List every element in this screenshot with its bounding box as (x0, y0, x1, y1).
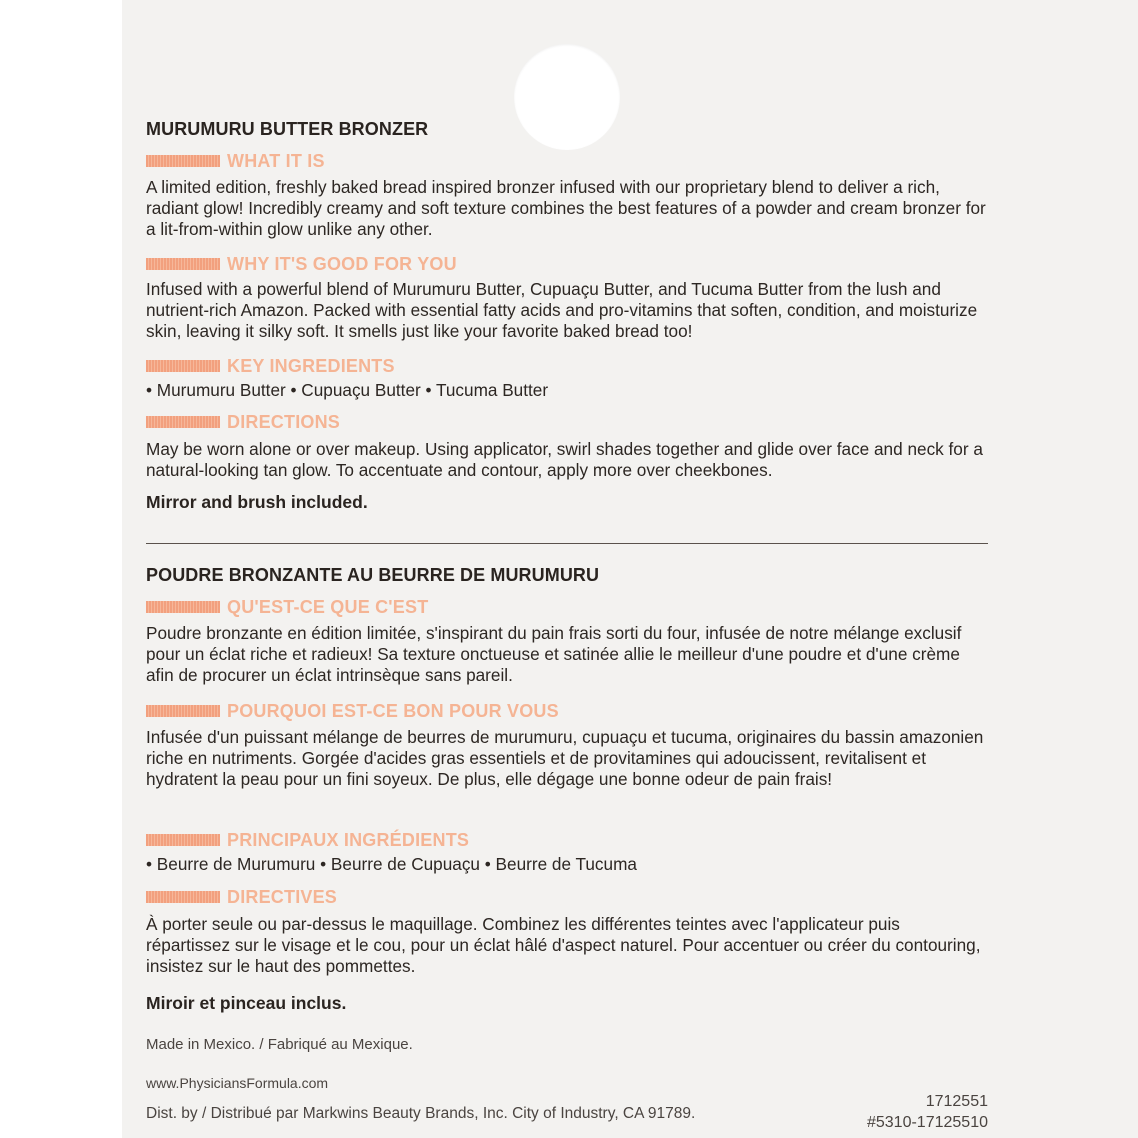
product-codes (867, 1091, 988, 1133)
hang-hole (514, 44, 620, 150)
heading-accent-bar (146, 360, 220, 372)
english-why-good-heading (146, 253, 457, 275)
english-title: MURUMURU BUTTER BRONZER (146, 119, 429, 139)
english-key-ingredients-text: • Murumuru Butter • Cupuaçu Butter • Tucuma Butter (146, 380, 549, 400)
english-included-note: Mirror and brush included. (146, 492, 368, 512)
heading-label: DIRECTIVES (227, 886, 338, 907)
heading-accent-bar (146, 891, 220, 903)
heading-accent-bar (146, 601, 220, 613)
french-key-ingredients-text: • Beurre de Murumuru • Beurre de Cupuaçu • Beurre de Tucuma (146, 854, 637, 874)
french-why-good-text: Infusée d'un puissant mélange de beurres de murumuru, cupuaçu et tucuma, originaires du bassin amazonien riche en nutriments. Gorgée d'acides gras essentiels et de provitamines qui adoucissent, revitalisent et hydratent la peau pour un fini soyeux. De plus, elle dégage une bonne odeur de pain frais! (146, 727, 984, 789)
website-link[interactable]: www.PhysiciansFormula.com (146, 1075, 329, 1091)
section-divider (146, 543, 988, 544)
heading-accent-bar (146, 834, 220, 846)
english-why-good-text: Infused with a powerful blend of Murumuru Butter, Cupuaçu Butter, and Tucuma Butter from the lush and nutrient-rich Amazon. Packed with essential fatty acids and pro-vitamins that soften, condition, and moisturize skin, leaving it silky soft. It smells just like your favorite baked bread too! (146, 279, 978, 341)
distributor-note: Dist. by / Distribué par Markwins Beauty Brands, Inc. City of Industry, CA 91789. (146, 1105, 696, 1122)
heading-label: POURQUOI EST-CE BON POUR VOUS (227, 700, 559, 721)
english-directions-heading (146, 411, 340, 433)
code-primary: 1712551 (925, 1093, 988, 1110)
english-what-it-is-text: A limited edition, freshly baked bread inspired bronzer infused with our proprietary blend to deliver a rich, radiant glow! Incredibly creamy and soft texture combines the best features of a powder and cream bronzer for a lit-from-within glow unlike any other. (146, 177, 986, 239)
french-what-it-is-text: Poudre bronzante en édition limitée, s'inspirant du pain frais sorti du four, infusée de notre mélange exclusif pour un éclat riche et radieux! Sa texture onctueuse et satinée allie le meilleur d'une poudre et d'une crème afin de procurer un éclat intrinsèque sans pareil. (146, 623, 962, 685)
french-title: POUDRE BRONZANTE AU BEURRE DE MURUMURU (146, 565, 600, 585)
heading-label: QU'EST-CE QUE C'EST (227, 596, 429, 617)
heading-accent-bar (146, 155, 220, 167)
heading-label: KEY INGREDIENTS (227, 355, 395, 376)
made-in-note: Made in Mexico. / Fabriqué au Mexique. (146, 1036, 413, 1053)
french-what-it-is-heading (146, 596, 428, 618)
heading-label: PRINCIPAUX INGRÉDIENTS (227, 829, 470, 850)
french-key-ingredients-heading (146, 829, 469, 851)
heading-accent-bar (146, 416, 220, 428)
french-included-note: Miroir et pinceau inclus. (146, 993, 347, 1013)
english-key-ingredients-heading (146, 355, 395, 377)
heading-label: WHAT IT IS (227, 150, 325, 171)
code-secondary: #5310-17125510 (866, 1114, 988, 1131)
english-directions-text: May be worn alone or over makeup. Using applicator, swirl shades together and glide over face and neck for a natural-looking tan glow. To accentuate and contour, apply more over cheekbones. (146, 439, 983, 480)
heading-accent-bar (146, 258, 220, 270)
french-directions-heading (146, 886, 337, 908)
french-directions-text: À porter seule ou par-dessus le maquillage. Combinez les différentes teintes avec l'applicateur puis répartissez sur le visage et le cou, pour un éclat hâlé d'aspect naturel. Pour accentuer ou créer du contouring, insistez sur le haut des pommettes. (146, 914, 981, 976)
heading-label: DIRECTIONS (227, 411, 341, 432)
french-why-good-heading (146, 700, 559, 722)
heading-label: WHY IT'S GOOD FOR YOU (227, 253, 457, 274)
english-what-it-is-heading (146, 150, 325, 172)
heading-accent-bar (146, 705, 220, 717)
